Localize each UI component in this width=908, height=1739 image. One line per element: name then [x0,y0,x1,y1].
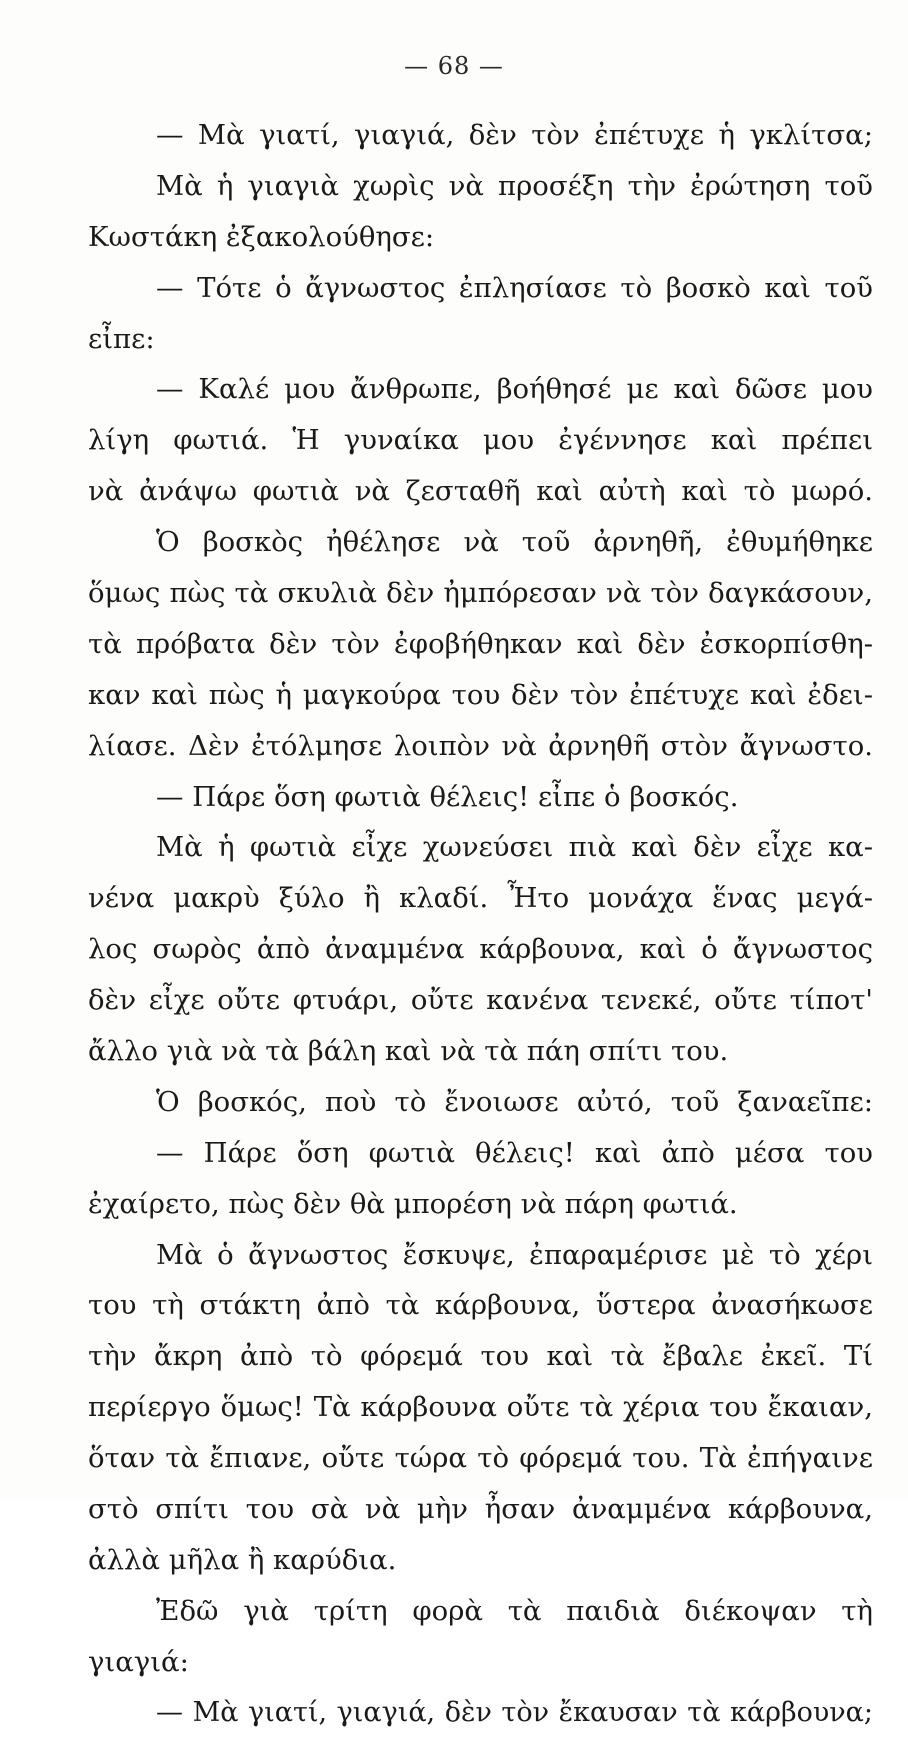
text-line: — Καλέ μου ἄνθρωπε, βοήθησέ με καὶ δῶσε μου [156,373,873,406]
text-line: Ὁ βοσκὸς ἠθέλησε νὰ τοῦ ἀρνηθῆ, ἐθυμήθηκε [156,526,873,559]
text-line: νὰ ἀνάψω φωτιὰ νὰ ζεσταθῆ καὶ αὐτὴ καὶ τὸ μωρό. [88,475,873,508]
text-line: ἀλλὰ μῆλα ἢ καρύδια. [88,1543,397,1576]
text-line: ἐχαίρετο, πὼς δὲν θὰ μπορέση νὰ πάρη φωτιά. [88,1187,738,1220]
text-line: εἶπε: [88,322,155,355]
text-line: λίασε. Δὲν ἐτόλμησε λοιπὸν νὰ ἀρνηθῆ στὸν ἄγνωστο. [88,729,873,762]
text-line: λος σωρὸς ἀπὸ ἀναμμένα κάρβουνα, καὶ ὁ ἄγνωστος [88,933,873,966]
text-line: στὸ σπίτι του σὰ νὰ μὴν ἦσαν ἀναμμένα κάρβουνα, [88,1493,873,1526]
text-line: — Μὰ γιατί, γιαγιά, δὲν τὸν ἐπέτυχε ἡ γκλίτσα; [156,119,873,151]
text-line: ὅταν τὰ ἔπιανε, οὔτε τώρα τὸ φόρεμά του. Τὰ ἐπήγαινε [88,1442,873,1475]
body-text [88,110,873,1739]
text-line: Ὁ βοσκός, ποὺ τὸ ἔνοιωσε αὐτό, τοῦ ξαναεῖπε: [156,1085,873,1118]
text-line: νένα μακρὺ ξύλο ἢ κλαδί. Ἦτο μονάχα ἕνας μεγά- [88,882,873,915]
text-line: Κωστάκη ἐξακολούθησε: [88,220,435,253]
text-line: Ἐδῶ γιὰ τρίτη φορὰ τὰ παιδιὰ διέκοψαν τὴ [156,1594,873,1627]
text-line: Μὰ ἡ φωτιὰ εἶχε χωνεύσει πιὰ καὶ δὲν εἶχε κα- [156,831,873,864]
text-line: του τὴ στάκτη ἀπὸ τὰ κάρβουνα, ὕστερα ἀνασήκωσε [88,1289,873,1322]
text-line: Μὰ ἡ γιαγιὰ χωρὶς νὰ προσέξη τὴν ἐρώτηση τοῦ [156,169,873,202]
text-line: ὅμως πὼς τὰ σκυλιὰ δὲν ἠμπόρεσαν νὰ τὸν δαγκάσουν, [88,577,873,610]
text-line: λίγη φωτιά. Ἡ γυναίκα μου ἐγέννησε καὶ πρέπει [88,424,873,457]
text-line: — Τότε ὁ ἄγνωστος ἐπλησίασε τὸ βοσκὸ καὶ τοῦ [156,271,873,304]
text-line: γιαγιά: [88,1645,189,1678]
text-line: καν καὶ πὼς ἡ μαγκούρα του δὲν τὸν ἐπέτυχε καὶ ἐδει- [88,678,873,711]
text-line: — Μὰ γιατί, γιαγιά, δὲν τὸν ἔκαυσαν τὰ κάρβουνα; [156,1696,873,1728]
text-line: περίεργο ὅμως! Τὰ κάρβουνα οὔτε τὰ χέρια του ἔκαιαν, [88,1391,873,1424]
text-line: τὰ πρόβατα δὲν τὸν ἐφοβήθηκαν καὶ δὲν ἐσκορπίσθη- [88,627,873,660]
page-number: — 68 — [404,52,504,80]
text-line: ἄλλο γιὰ νὰ τὰ βάλη καὶ νὰ τὰ πάη σπίτι του. [88,1035,729,1068]
text-line: δὲν εἶχε οὔτε φτυάρι, οὔτε κανένα τενεκέ, οὔτε τίποτ' [88,984,873,1017]
text-line: — Πάρε ὅση φωτιὰ θέλεις! εἶπε ὁ βοσκός. [156,780,739,813]
text-line: τὴν ἄκρη ἀπὸ τὸ φόρεμά του καὶ τὰ ἔβαλε ἐκεῖ. Τί [88,1340,873,1373]
text-line: — Πάρε ὅση φωτιὰ θέλεις! καὶ ἀπὸ μέσα του [156,1136,873,1169]
text-line: Μὰ ὁ ἄγνωστος ἔσκυψε, ἐπαραμέρισε μὲ τὸ χέρι [156,1238,873,1271]
